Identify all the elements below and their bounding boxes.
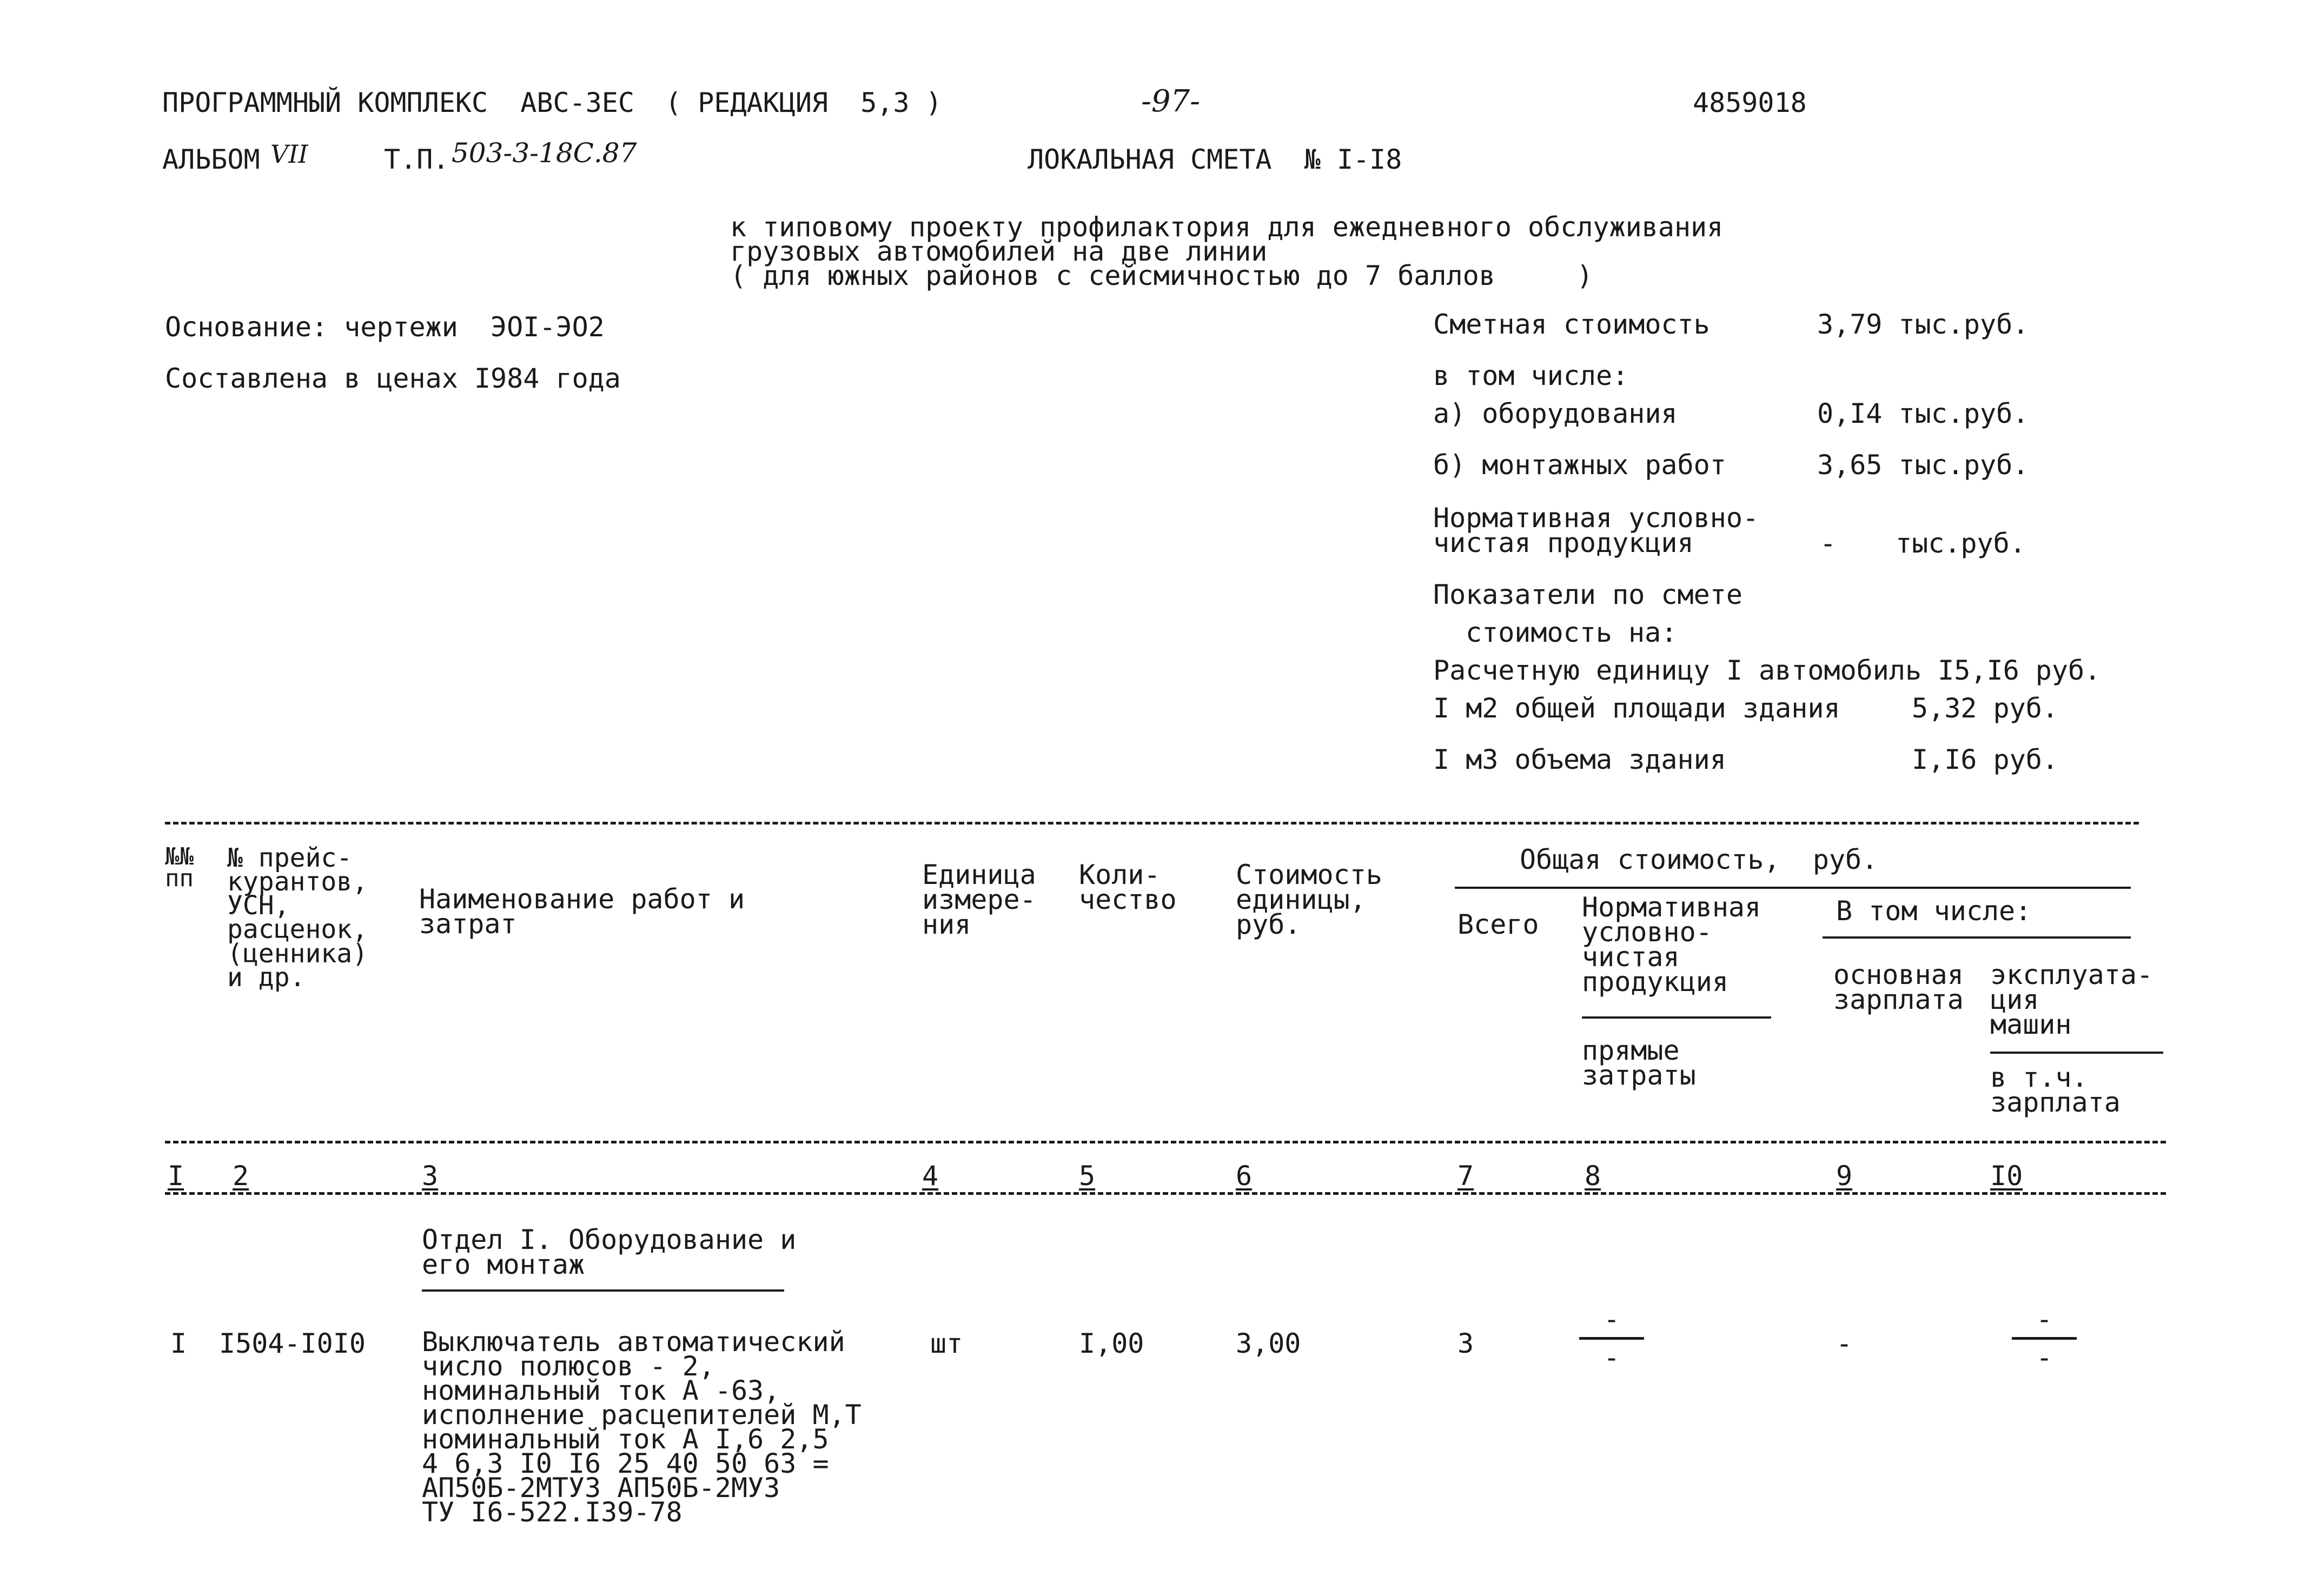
indicators-sublabel: стоимость на: <box>1466 617 1678 648</box>
row-norm-top: - <box>1603 1304 1620 1335</box>
incl-label: в том числе: <box>1433 360 1629 391</box>
page-number: -97- <box>1141 84 1201 119</box>
header-unit: Единица измере- ния <box>922 859 1036 940</box>
header-base-wage: основная зарплата <box>1833 959 1964 1015</box>
subtitle-line-3: ( для южных районов с сейсмичностью до 7 баллов ) <box>730 260 1593 291</box>
album-label: АЛЬБОМ <box>162 144 260 175</box>
header-work-name: Наименование работ и затрат <box>419 883 745 940</box>
header-unit-cost: Стоимость единицы, руб. <box>1236 859 1382 940</box>
col-number-4: 4 <box>922 1160 939 1192</box>
m2-value: 5,32 руб. <box>1912 693 2058 724</box>
row-norm-fraction <box>1579 1306 1644 1371</box>
row-unit: шт <box>930 1328 963 1359</box>
indicators-label: Показатели по смете <box>1433 579 1743 610</box>
incl-rule <box>1823 936 2131 939</box>
header-incl-wage: в т.ч. зарплата <box>1990 1062 2121 1118</box>
total-cost-rule <box>1455 887 2131 889</box>
tp-value: 503-3-18С.87 <box>452 137 637 169</box>
section-underline <box>422 1289 784 1292</box>
norm-unit: тыс.руб. <box>1896 528 2026 559</box>
col-number-9: 9 <box>1836 1160 1853 1192</box>
col-number-1: I <box>168 1160 184 1192</box>
subtitle-line-2: грузовых автомобилей на две линии <box>730 236 1268 267</box>
equip-label: а) оборудования <box>1433 398 1678 429</box>
col-number-3: 3 <box>422 1160 439 1192</box>
table-top-rule <box>165 822 2139 824</box>
calc-unit: Расчетную единицу I автомобиль I5,I6 руб. <box>1433 655 2101 686</box>
machine-op-rule <box>1990 1052 2163 1054</box>
row-quantity: I,00 <box>1079 1328 1144 1359</box>
header-quantity: Коли- чество <box>1079 859 1177 915</box>
row-code: I504-I0I0 <box>219 1328 366 1359</box>
col-number-7: 7 <box>1457 1160 1474 1192</box>
header-norm-product: Нормативная условно- чистая продукция <box>1582 892 1761 998</box>
norm-dash: - <box>1820 528 1837 559</box>
row-name: Выключатель автоматический число полюсов - 2, номинальный ток А -63, исполнение расцепителей М,Т номинальный ток А I,6 2,5 4 6,3 I0 I6 25 40 50 63 = АП50Б-2МТУ3 АП50Б-2МУ3 ТУ I6-522.I39-78 <box>422 1326 862 1528</box>
subtitle-line-1: к типовому проекту профилактория для ежедневного обслуживания <box>730 211 1724 243</box>
basis-prices: Составлена в ценах I984 года <box>165 363 621 394</box>
header-total-cost: Общая стоимость, руб. <box>1520 844 1878 875</box>
header-machine-op: эксплуата- ция машин <box>1990 959 2154 1040</box>
row-norm-bottom: - <box>1603 1342 1620 1373</box>
row-number: I <box>170 1328 187 1359</box>
col-number-6: 6 <box>1236 1160 1253 1192</box>
row-wage: - <box>1836 1328 1853 1359</box>
edition: ( РЕДАКЦИЯ 5,3 ) <box>665 87 942 118</box>
norm-product-rule <box>1582 1016 1771 1019</box>
m3-label: I м3 объема здания <box>1433 744 1726 775</box>
basis-drawings: Основание: чертежи ЭОI-ЭО2 <box>165 311 605 343</box>
row-norm-bar <box>1579 1337 1644 1340</box>
estimate-title: ЛОКАЛЬНАЯ СМЕТА № I-I8 <box>1028 144 1402 175</box>
row-machine-bottom: - <box>2036 1342 2053 1373</box>
complex-name: ПРОГРАММНЫЙ КОМПЛЕКС АВС-ЗЕС <box>162 87 634 118</box>
col-number-8: 8 <box>1585 1160 1601 1192</box>
row-machine-fraction <box>2012 1306 2077 1371</box>
header-bottom-rule <box>165 1141 2166 1143</box>
document-code: 4859018 <box>1693 87 1807 118</box>
norm-label: Нормативная условно- чистая продукция <box>1433 502 1759 558</box>
cost-value: 3,79 тыс.руб. <box>1817 309 2029 340</box>
tp-label: Т.П. <box>384 144 449 175</box>
album-number: VII <box>270 139 308 169</box>
mount-label: б) монтажных работ <box>1433 449 1726 481</box>
cost-label: Сметная стоимость <box>1433 309 1710 340</box>
col-number-2: 2 <box>233 1160 249 1192</box>
row-machine-bar <box>2012 1337 2077 1340</box>
mount-value: 3,65 тыс.руб. <box>1817 449 2029 481</box>
m2-label: I м2 общей площади здания <box>1433 693 1840 724</box>
header-incl: В том числе: <box>1836 895 2032 927</box>
m3-value: I,I6 руб. <box>1912 744 2058 775</box>
column-number-rule <box>165 1192 2166 1195</box>
row-unit-price: 3,00 <box>1236 1328 1301 1359</box>
header-row-number: №№ пп <box>165 843 194 893</box>
equip-value: 0,I4 тыс.руб. <box>1817 398 2029 429</box>
section-title: Отдел I. Оборудование и его монтаж <box>422 1224 797 1280</box>
col-number-10: I0 <box>1990 1160 2023 1192</box>
col-number-5: 5 <box>1079 1160 1096 1192</box>
row-machine-top: - <box>2036 1304 2053 1335</box>
header-pricelist: № прейс- курантов, УСН, расценок, (ценника) и др. <box>227 843 368 993</box>
row-total: 3 <box>1457 1328 1474 1359</box>
header-total: Всего <box>1457 909 1539 940</box>
header-direct-costs: прямые затраты <box>1582 1035 1696 1091</box>
